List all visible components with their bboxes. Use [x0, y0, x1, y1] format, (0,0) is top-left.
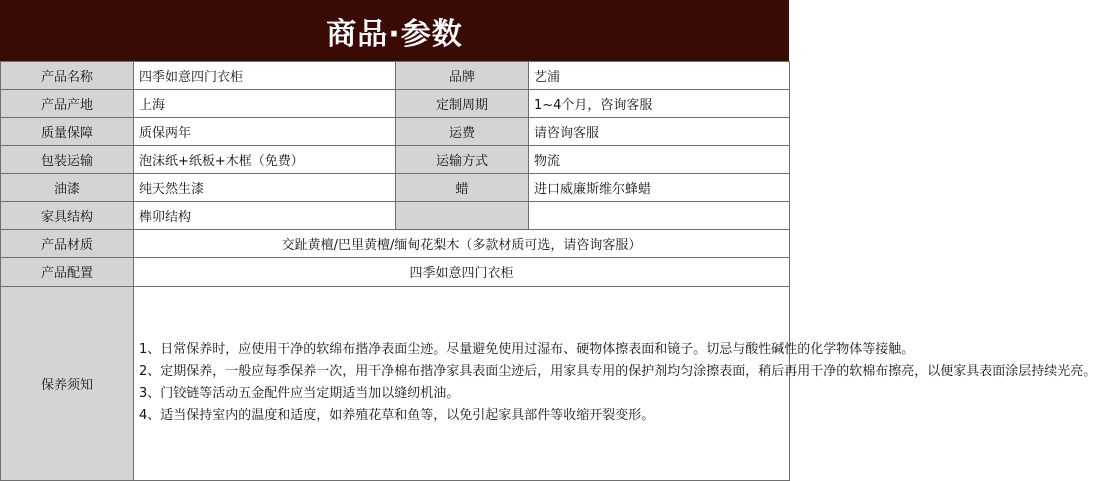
spec-value: 质保两年 [134, 118, 396, 146]
material-label: 产品材质 [1, 230, 134, 258]
spec-value: 上海 [134, 90, 396, 118]
spec-row [1, 146, 790, 174]
care-row [1, 286, 790, 481]
spec-value: 请咨询客服 [529, 118, 790, 146]
config-label: 产品配置 [1, 258, 134, 286]
care-label: 保养须知 [1, 286, 134, 481]
spec-value: 四季如意四门衣柜 [134, 62, 396, 90]
care-item: 1、日常保养时，应使用干净的软绵布揩净表面尘迹。尽量避免使用过湿布、硬物体擦表面和镜子。切忌与酸性碱性的化学物体等接触。 [139, 342, 915, 358]
spec-label-empty [396, 202, 529, 230]
spec-row [1, 202, 790, 230]
spec-label: 油漆 [1, 174, 134, 202]
spec-label: 蜡 [396, 174, 529, 202]
spec-row [1, 90, 790, 118]
spec-label: 产品产地 [1, 90, 134, 118]
spec-label: 产品名称 [1, 62, 134, 90]
material-value: 交趾黄檀/巴里黄檀/缅甸花梨木（多款材质可选，请咨询客服） [134, 230, 790, 258]
spec-value: 1~4个月，咨询客服 [529, 90, 790, 118]
spec-label: 定制周期 [396, 90, 529, 118]
care-item: 2、定期保养，一般应每季保养一次，用干净棉布揩净家具表面尘迹后，用家具专用的保护剂均匀涂擦表面，稍后再用干净的软棉布擦亮，以便家具表面涂层持续光亮。 [139, 364, 1096, 380]
spec-row [1, 174, 790, 202]
spec-value: 进口威廉斯维尔蜂蜡 [529, 174, 790, 202]
care-item: 3、门铰链等活动五金配件应当定期适当加以缝纫机油。 [139, 386, 460, 402]
spec-label: 运费 [396, 118, 529, 146]
spec-value: 榫卯结构 [134, 202, 396, 230]
spec-value: 物流 [529, 146, 790, 174]
spec-row [1, 118, 790, 146]
spec-value: 艺浦 [529, 62, 790, 90]
spec-value: 纯天然生漆 [134, 174, 396, 202]
spec-label: 运输方式 [396, 146, 529, 174]
material-row [1, 230, 790, 258]
spec-label: 包装运输 [1, 146, 134, 174]
care-item: 4、适当保持室内的温度和适度，如养殖花草和鱼等，以免引起家具部件等收缩开裂变形。 [139, 408, 655, 424]
spec-label: 质量保障 [1, 118, 134, 146]
spec-value: 泡沫纸+纸板+木框（免费） [134, 146, 396, 174]
page-title: 商品·参数 [0, 0, 789, 61]
care-instructions [134, 286, 1096, 481]
spec-label: 品牌 [396, 62, 529, 90]
spec-label: 家具结构 [1, 202, 134, 230]
spec-table [0, 61, 1096, 481]
spec-row [1, 62, 790, 90]
config-value: 四季如意四门衣柜 [134, 258, 790, 286]
config-row [1, 258, 790, 286]
spec-value-empty [529, 202, 790, 230]
